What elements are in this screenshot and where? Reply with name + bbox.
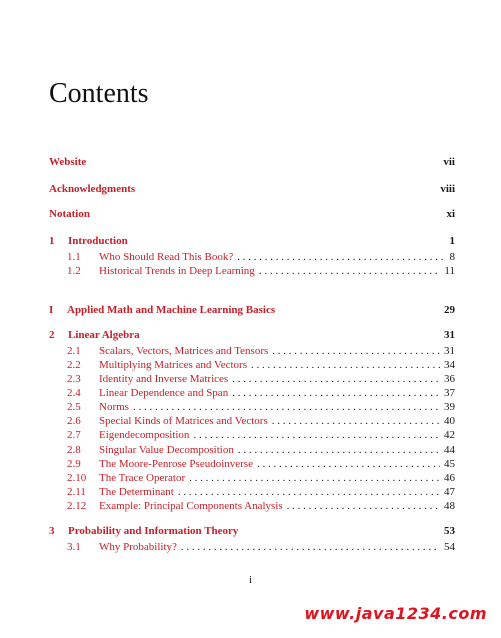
toc-section-3-1[interactable]: [49, 541, 455, 553]
toc-section-1-1[interactable]: [49, 251, 455, 263]
toc-page-number: 1: [449, 235, 455, 247]
toc-page-number: 48: [444, 500, 455, 512]
section-title: Linear Dependence and Span: [99, 387, 229, 399]
toc-section-2-6[interactable]: [49, 415, 455, 427]
section-title: Who Should Read This Book?: [99, 251, 234, 263]
section-title: The Trace Operator: [99, 472, 186, 484]
page-folio: i: [248, 574, 253, 586]
chapter-number: 1: [49, 235, 55, 247]
toc-section-2-9[interactable]: [49, 458, 455, 470]
toc-section-2-4[interactable]: [49, 387, 455, 399]
toc-page-number: 29: [444, 304, 455, 316]
section-title: The Determinant: [99, 486, 174, 498]
section-title: Example: Principal Components Analysis: [99, 500, 283, 512]
dot-leader: [237, 251, 445, 263]
toc-chapter-1[interactable]: [49, 235, 455, 247]
section-number: 3.1: [67, 541, 81, 553]
section-title: Eigendecomposition: [99, 429, 190, 441]
toc-section-2-3[interactable]: [49, 373, 455, 385]
section-number: 2.10: [67, 472, 87, 484]
dot-leader: [193, 429, 440, 441]
section-number: 2.3: [67, 373, 81, 385]
section-number: 2.9: [67, 458, 81, 470]
dot-leader: [232, 387, 440, 399]
toc-page-number: 46: [444, 472, 455, 484]
section-title: Scalars, Vectors, Matrices and Tensors: [99, 345, 269, 357]
toc-page-number: 53: [444, 525, 455, 537]
toc-page-number: viii: [440, 183, 455, 195]
chapter-title: Introduction: [68, 235, 128, 247]
toc-label: Notation: [49, 208, 90, 220]
toc-entry-notation[interactable]: [49, 208, 455, 220]
toc-page-number: xi: [446, 208, 455, 220]
dot-leader: [257, 458, 440, 470]
section-number: 2.2: [67, 359, 81, 371]
toc-page-number: 31: [444, 345, 455, 357]
chapter-title: Probability and Information Theory: [68, 525, 239, 537]
toc-label: Website: [49, 156, 87, 168]
section-number: 2.1: [67, 345, 81, 357]
toc-section-2-2[interactable]: [49, 359, 455, 371]
toc-label: Acknowledgments: [49, 183, 136, 195]
toc-page-number: 44: [444, 444, 455, 456]
toc-section-1-2[interactable]: [49, 265, 455, 277]
section-title: Norms: [99, 401, 129, 413]
toc-section-2-10[interactable]: [49, 472, 455, 484]
section-title: Why Probability?: [99, 541, 177, 553]
section-number: 2.7: [67, 429, 81, 441]
watermark-text: www.java1234.com: [304, 604, 487, 623]
section-number: 2.12: [67, 500, 87, 512]
chapter-number: 3: [49, 525, 55, 537]
chapter-title: Linear Algebra: [68, 329, 140, 341]
section-title: Special Kinds of Matrices and Vectors: [99, 415, 268, 427]
page-title: Contents: [49, 78, 149, 109]
toc-page-number: 42: [444, 429, 455, 441]
toc-page-number: 37: [444, 387, 455, 399]
toc-page-number: 39: [444, 401, 455, 413]
section-number: 2.5: [67, 401, 81, 413]
toc-section-2-11[interactable]: [49, 486, 455, 498]
dot-leader: [133, 401, 440, 413]
toc-page-number: 45: [444, 458, 455, 470]
toc-chapter-3[interactable]: [49, 525, 455, 537]
toc-page-number: 11: [444, 265, 455, 277]
dot-leader: [238, 444, 440, 456]
section-title: Historical Trends in Deep Learning: [99, 265, 255, 277]
toc-entry-acknowledgments[interactable]: [49, 183, 455, 195]
toc-page-number: vii: [443, 156, 455, 168]
toc-page-number: 36: [444, 373, 455, 385]
toc-section-2-8[interactable]: [49, 444, 455, 456]
section-number: 2.11: [67, 486, 86, 498]
section-number: 2.6: [67, 415, 81, 427]
toc-section-2-12[interactable]: [49, 500, 455, 512]
section-number: 1.2: [67, 265, 81, 277]
section-title: Multiplying Matrices and Vectors: [99, 359, 247, 371]
dot-leader: [287, 500, 440, 512]
section-number: 1.1: [67, 251, 81, 263]
part-title: Applied Math and Machine Learning Basics: [67, 304, 276, 316]
dot-leader: [178, 486, 440, 498]
part-number: I: [49, 304, 54, 316]
section-number: 2.8: [67, 444, 81, 456]
section-title: Singular Value Decomposition: [99, 444, 234, 456]
dot-leader: [232, 373, 440, 385]
toc-section-2-7[interactable]: [49, 429, 455, 441]
toc-page-number: 8: [449, 251, 455, 263]
section-number: 2.4: [67, 387, 81, 399]
dot-leader: [272, 415, 440, 427]
dot-leader: [259, 265, 441, 277]
toc-page-number: 54: [444, 541, 455, 553]
toc-section-2-1[interactable]: [49, 345, 455, 357]
toc-section-2-5[interactable]: [49, 401, 455, 413]
chapter-number: 2: [49, 329, 55, 341]
toc-page-number: 31: [444, 329, 455, 341]
toc-page-number: 40: [444, 415, 455, 427]
dot-leader: [189, 472, 440, 484]
toc-entry-website[interactable]: [49, 156, 455, 168]
toc-page-number: 34: [444, 359, 455, 371]
dot-leader: [251, 359, 440, 371]
section-title: The Moore-Penrose Pseudoinverse: [99, 458, 253, 470]
dot-leader: [272, 345, 440, 357]
section-title: Identity and Inverse Matrices: [99, 373, 229, 385]
toc-page-number: 47: [444, 486, 455, 498]
toc-chapter-2[interactable]: [49, 329, 455, 341]
dot-leader: [181, 541, 440, 553]
toc-part-1[interactable]: [49, 304, 455, 316]
